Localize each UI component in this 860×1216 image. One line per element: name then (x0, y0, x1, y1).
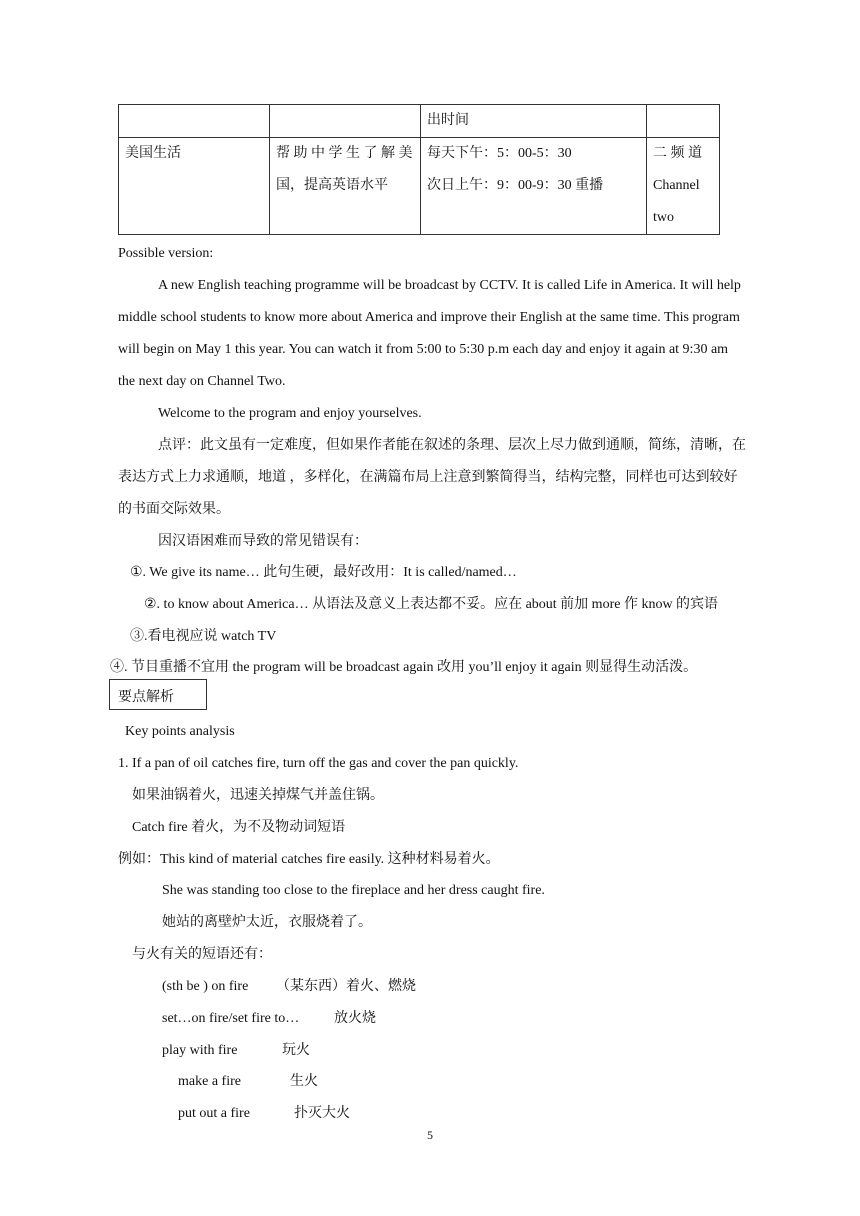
key-points-label: Key points analysis (125, 724, 235, 739)
error-item: ①. We give its name… 此句生硬，最好改用：It is called/named… (130, 565, 517, 580)
phrase-en: make a fire (178, 1074, 241, 1089)
comment-line: 表达方式上力求通顺，地道 ，多样化，在满篇布局上注意到繁简得当，结构完整，同样也可达到较好 (118, 470, 738, 485)
point-phrase: Catch fire 着火，为不及物动词短语 (132, 820, 346, 835)
passage-line: A new English teaching programme will be broadcast by CCTV. It is called Life in America. It will help (158, 278, 741, 293)
error-item: ②. to know about America… 从语法及意义上表达都不妥。应在 about 前加 more 作 know 的宾语 (144, 597, 719, 612)
example-line: 例如：This kind of material catches fire easily. 这种材料易着火。 (118, 852, 500, 867)
possible-version-label: Possible version: (118, 246, 214, 261)
table-cell (119, 105, 270, 138)
table-cell (270, 105, 421, 138)
phrase-en: play with fire (162, 1043, 238, 1058)
phrase-cn: 生火 (290, 1074, 318, 1089)
phrase-cn: （某东西）着火、燃烧 (276, 979, 416, 994)
table-cell-schedule (421, 138, 647, 235)
phrase-en: (sth be ) on fire (162, 979, 249, 994)
errors-heading: 因汉语困难而导致的常见错误有： (158, 534, 368, 549)
point-sentence: 1. If a pan of oil catches fire, turn off the gas and cover the pan quickly. (118, 756, 519, 771)
table-cell-purpose (270, 138, 421, 235)
error-item: ③.看电视应说 watch TV (130, 629, 277, 644)
table-row (119, 138, 720, 235)
channel-line: two (653, 210, 674, 225)
schedule-line: 次日上午：9：00-9：30 重播 (427, 178, 604, 193)
phrase-en: set…on fire/set fire to… (162, 1011, 300, 1026)
passage-line: the next day on Channel Two. (118, 374, 286, 389)
channel-line: Channel (653, 178, 700, 193)
example-line: She was standing too close to the fireplace and her dress caught fire. (162, 883, 545, 898)
phrase-cn: 扑灭大火 (294, 1106, 350, 1121)
table-cell-channel (647, 138, 720, 235)
welcome-line: Welcome to the program and enjoy yourselves. (158, 406, 422, 421)
passage-line: will begin on May 1 this year. You can watch it from 5:00 to 5:30 p.m each day and enjoy it again at 9:30 am (118, 342, 729, 357)
page-number: 5 (427, 1128, 433, 1142)
table-cell-program-name: 美国生活 (119, 138, 270, 235)
phrase-cn: 玩火 (282, 1043, 310, 1058)
table-cell-time-header: 出时间 (421, 105, 647, 138)
schedule-line: 每天下午：5：00-5：30 (427, 146, 572, 161)
purpose-line: 国，提高英语水平 (276, 178, 388, 193)
point-translation: 如果油锅着火，迅速关掉煤气并盖住锅。 (132, 788, 384, 803)
key-points-box: 要点解析 (109, 679, 207, 710)
passage-line: middle school students to know more about America and improve their English at the same time. This program (118, 310, 740, 325)
phrase-en: put out a fire (178, 1106, 250, 1121)
error-item: ④. 节目重播不宜用 the program will be broadcast again 改用 you’ll enjoy it again 则显得生动活泼。 (110, 660, 698, 675)
related-heading: 与火有关的短语还有： (132, 947, 272, 962)
channel-line: 二 频 道 (653, 146, 702, 161)
table-cell (647, 105, 720, 138)
purpose-line: 帮 助 中 学 生 了 解 美 (276, 146, 413, 161)
comment-line: 的书面交际效果。 (118, 502, 230, 517)
example-translation: 她站的离壁炉太近，衣服烧着了。 (162, 915, 372, 930)
phrase-cn: 放火烧 (334, 1011, 376, 1026)
table-row (119, 105, 720, 138)
program-info-table (118, 104, 720, 235)
comment-line: 点评：此文虽有一定难度，但如果作者能在叙述的条理、层次上尽力做到通顺，简练，清晰，在 (158, 438, 746, 453)
